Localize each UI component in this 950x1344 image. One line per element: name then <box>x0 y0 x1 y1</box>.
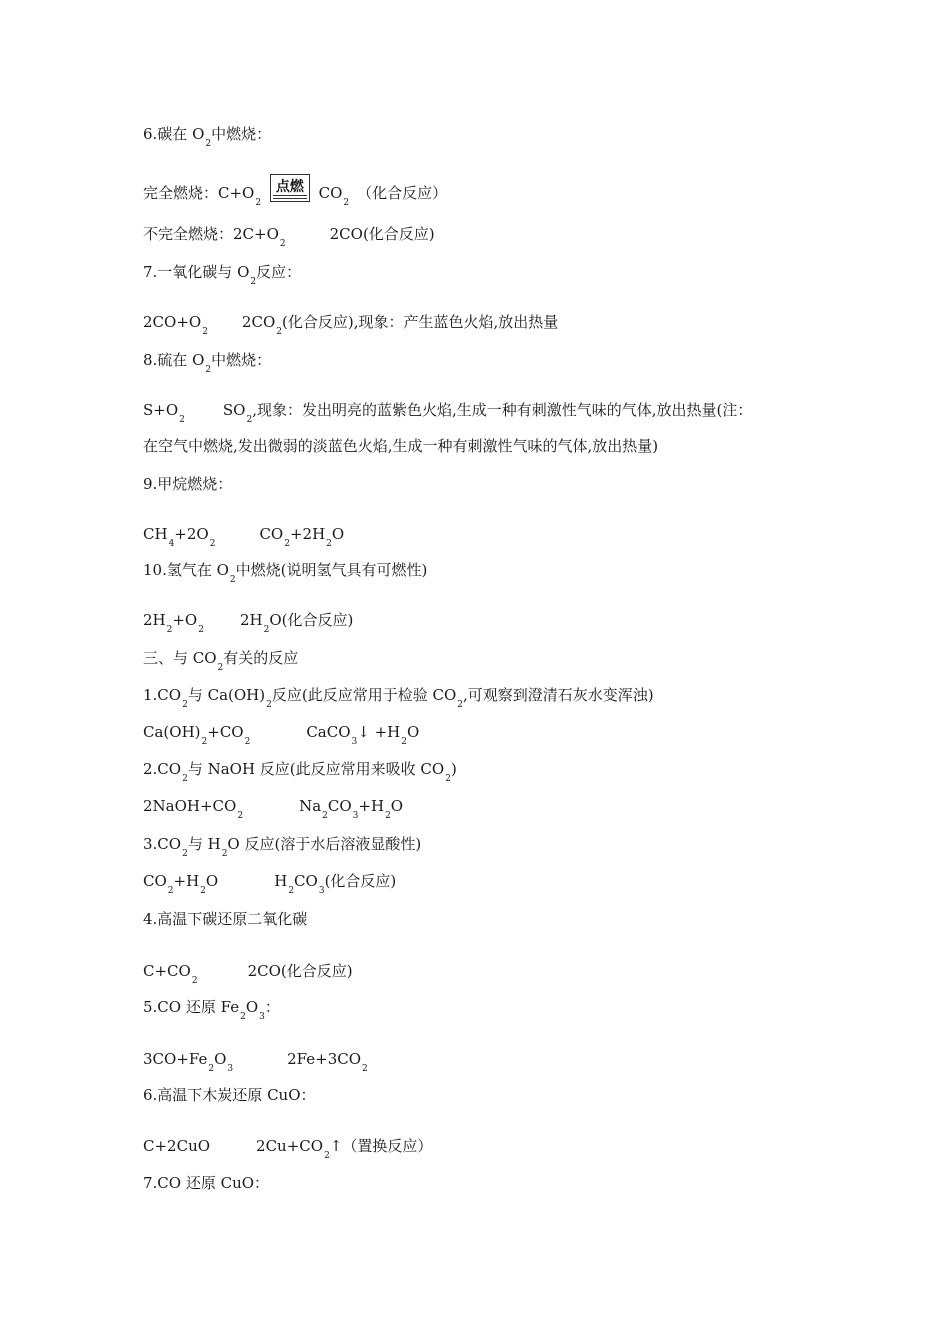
section-co-reduce-fe2o3: 5.CO 还原 $Fe_2O_3$： <box>143 998 280 1022</box>
equation-incomplete-combustion: 不完全燃烧：$2C+O_22CO$(化合反应) <box>143 225 435 249</box>
section-hydrogen: 10.氢气在 $O_2$中燃烧(说明氢气具有可燃性) <box>143 561 428 585</box>
section-co2-limewater: $1.CO_2$与 $Ca(OH)_2$反应(此反应常用于检验 $CO_2$,可观察到澄清石灰水变浑浊) <box>143 686 654 710</box>
heading-co2-reactions: 三、与 $CO_2$有关的反应 <box>143 649 299 673</box>
equation-sulfur-combustion: $S+O_2SO_2$,现象：发出明亮的蓝紫色火焰,生成一种有刺激性气味的气体,放出热量(注： <box>143 401 753 425</box>
equation-complete-combustion: 完全燃烧：$C+O_2$ 点燃 $CO_2$（化合反应） <box>143 174 447 203</box>
section-carbon-oxygen: 6.碳在 $O_2$中燃烧： <box>143 125 272 149</box>
equation-carbon-reduce-co2: $C+CO_22CO$(化合反应) <box>143 962 353 986</box>
condition-ignite-box: 点燃 <box>270 174 310 202</box>
section-co2-naoh: $2.CO_2$与 NaOH 反应(此反应常用来吸收 $CO_2$) <box>143 760 457 784</box>
equation-co-reduce-fe2o3: $3CO+Fe_2O_32Fe+3CO_2$ <box>143 1050 368 1074</box>
equation-methane-combustion: $CH_4+2O_2CO_2+2H_2O$ <box>143 525 345 549</box>
section-co2-water: $3.CO_2$与 $H_2O$ 反应(溶于水后溶液显酸性) <box>143 835 422 859</box>
section-methane: 9.甲烷燃烧： <box>143 475 233 493</box>
equation-co2-naoh: $2NaOH+CO_2Na_2CO_3+H_2O$ <box>143 797 404 821</box>
section-sulfur-oxygen: 8.硫在 $O_2$中燃烧： <box>143 351 272 375</box>
equation-carbon-reduce-cuo: C+2CuO $2Cu+CO_2↑$（置换反应） <box>143 1137 433 1161</box>
equation-hydrogen-combustion: $2H_2+O_22H_2O$(化合反应) <box>143 611 354 635</box>
section-co-oxygen: 7.一氧化碳与 $O_2$反应： <box>143 263 302 287</box>
section-carbon-reduce-co2: 4.高温下碳还原二氧化碳 <box>143 910 308 928</box>
equation-co-combustion: $2CO+O_22CO_2$(化合反应),现象：产生蓝色火焰,放出热量 <box>143 313 559 337</box>
note-sulfur-in-air: 在空气中燃烧,发出微弱的淡蓝色火焰,生成一种有刺激性气味的气体,放出热量) <box>143 437 659 455</box>
equation-co2-water: $CO_2+H_2O$ $H_2CO_3$(化合反应) <box>143 872 397 896</box>
section-carbon-reduce-cuo: 6.高温下木炭还原 CuO： <box>143 1086 316 1104</box>
section-co-reduce-cuo: 7.CO 还原 CuO： <box>143 1174 270 1192</box>
equation-limewater: $Ca(OH)_2+CO_2CaCO_3↓ +H_2O$ <box>143 723 420 747</box>
